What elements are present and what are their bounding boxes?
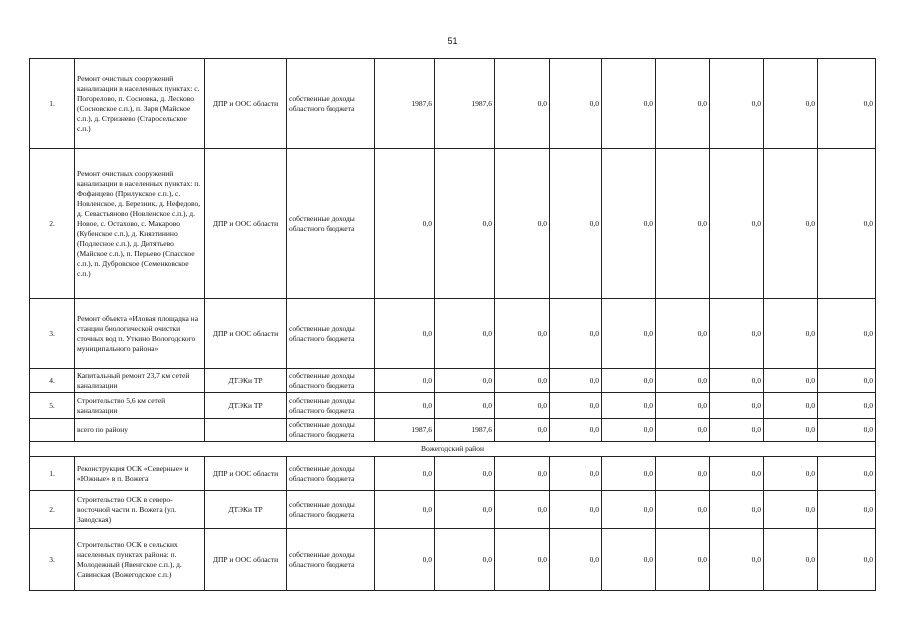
value-cell: 0,0	[495, 369, 550, 393]
row-number: 4.	[30, 369, 75, 393]
executor: ДПР и ООС области	[205, 59, 287, 149]
value-cell: 0,0	[818, 299, 876, 369]
value-cell: 0,0	[495, 457, 550, 491]
empty-cell	[30, 419, 75, 442]
value-cell: 0,0	[550, 149, 602, 299]
measure-name: Строительство ОСК в северо-восточной части п. Вожега (ул. Заводская)	[75, 491, 205, 529]
total-value-cell: 0,0	[656, 419, 710, 442]
total-label: всего по району	[75, 419, 205, 442]
row-number: 5.	[30, 393, 75, 419]
funding-source: собственные доходы областного бюджета	[287, 491, 375, 529]
value-cell: 0,0	[550, 491, 602, 529]
total-value-cell: 0,0	[818, 419, 876, 442]
executor: ДПР и ООС области	[205, 529, 287, 591]
value-cell: 0,0	[495, 491, 550, 529]
value-cell: 0,0	[656, 59, 710, 149]
value-cell: 0,0	[435, 369, 495, 393]
funding-source: собственные доходы областного бюджета	[287, 393, 375, 419]
value-cell: 0,0	[495, 393, 550, 419]
funding-source: собственные доходы областного бюджета	[287, 529, 375, 591]
value-cell: 0,0	[550, 299, 602, 369]
value-cell: 0,0	[710, 529, 764, 591]
funding-source: собственные доходы областного бюджета	[287, 149, 375, 299]
value-cell: 0,0	[602, 299, 656, 369]
measure-name: Строительство ОСК в сельских населенных пунктах района: п. Молодежный (Явенгское с.п.), д. Савинская (Вожегодское с.п.)	[75, 529, 205, 591]
value-cell: 0,0	[764, 369, 818, 393]
value-cell: 0,0	[710, 59, 764, 149]
value-cell: 0,0	[710, 149, 764, 299]
value-cell: 0,0	[602, 529, 656, 591]
value-cell: 0,0	[435, 393, 495, 419]
value-cell: 0,0	[818, 491, 876, 529]
row-number: 2.	[30, 491, 75, 529]
funding-source: собственные доходы областного бюджета	[287, 369, 375, 393]
total-value-cell: 0,0	[550, 419, 602, 442]
value-cell: 0,0	[550, 393, 602, 419]
row-number: 3.	[30, 299, 75, 369]
value-cell: 0,0	[550, 369, 602, 393]
total-value-cell: 1987,6	[435, 419, 495, 442]
value-cell: 1987,6	[375, 59, 435, 149]
value-cell: 0,0	[818, 369, 876, 393]
value-cell: 0,0	[375, 457, 435, 491]
value-cell: 0,0	[375, 149, 435, 299]
value-cell: 0,0	[764, 491, 818, 529]
table-row	[30, 149, 876, 299]
row-number: 3.	[30, 529, 75, 591]
value-cell: 0,0	[764, 59, 818, 149]
program-table	[29, 58, 876, 591]
row-number: 2.	[30, 149, 75, 299]
value-cell: 0,0	[550, 457, 602, 491]
value-cell: 0,0	[435, 529, 495, 591]
executor: ДПР и ООС области	[205, 299, 287, 369]
value-cell: 0,0	[495, 149, 550, 299]
value-cell: 0,0	[656, 369, 710, 393]
measure-name: Строительство 5,6 км сетей канализации	[75, 393, 205, 419]
value-cell: 0,0	[656, 491, 710, 529]
value-cell: 0,0	[435, 491, 495, 529]
value-cell: 0,0	[602, 369, 656, 393]
empty-cell	[205, 419, 287, 442]
value-cell: 0,0	[435, 457, 495, 491]
value-cell: 0,0	[435, 149, 495, 299]
value-cell: 0,0	[764, 529, 818, 591]
value-cell: 0,0	[375, 491, 435, 529]
total-value-cell: 0,0	[495, 419, 550, 442]
value-cell: 0,0	[764, 393, 818, 419]
executor: ДТЭКи ТР	[205, 393, 287, 419]
value-cell: 0,0	[495, 59, 550, 149]
table-row	[30, 457, 876, 491]
value-cell: 0,0	[656, 457, 710, 491]
funding-source: собственные доходы областного бюджета	[287, 419, 375, 442]
total-row	[30, 419, 876, 442]
executor: ДТЭКи ТР	[205, 491, 287, 529]
table-row	[30, 491, 876, 529]
value-cell: 0,0	[710, 369, 764, 393]
measure-name: Капитальный ремонт 23,7 км сетей канализации	[75, 369, 205, 393]
executor: ДПР и ООС области	[205, 457, 287, 491]
value-cell: 0,0	[710, 299, 764, 369]
table-row	[30, 369, 876, 393]
value-cell: 0,0	[602, 457, 656, 491]
value-cell: 0,0	[818, 529, 876, 591]
value-cell: 0,0	[495, 529, 550, 591]
value-cell: 0,0	[818, 393, 876, 419]
value-cell: 0,0	[550, 59, 602, 149]
table-row	[30, 393, 876, 419]
total-value-cell: 0,0	[764, 419, 818, 442]
value-cell: 0,0	[550, 529, 602, 591]
row-number: 1.	[30, 59, 75, 149]
table-row	[30, 59, 876, 149]
total-value-cell: 0,0	[710, 419, 764, 442]
funding-source: собственные доходы областного бюджета	[287, 299, 375, 369]
value-cell: 0,0	[656, 149, 710, 299]
value-cell: 0,0	[764, 149, 818, 299]
value-cell: 0,0	[656, 299, 710, 369]
value-cell: 0,0	[495, 299, 550, 369]
value-cell: 0,0	[375, 393, 435, 419]
value-cell: 0,0	[656, 393, 710, 419]
value-cell: 0,0	[602, 491, 656, 529]
value-cell: 0,0	[435, 299, 495, 369]
funding-source: собственные доходы областного бюджета	[287, 457, 375, 491]
value-cell: 0,0	[818, 457, 876, 491]
value-cell: 0,0	[602, 59, 656, 149]
value-cell: 0,0	[656, 529, 710, 591]
value-cell: 0,0	[710, 491, 764, 529]
value-cell: 0,0	[375, 529, 435, 591]
value-cell: 0,0	[818, 149, 876, 299]
total-value-cell: 0,0	[602, 419, 656, 442]
measure-name: Ремонт объекта «Иловая площадка на станции биологической очистки сточных вод п. Уткино Вологодского муниципального района»	[75, 299, 205, 369]
funding-source: собственные доходы областного бюджета	[287, 59, 375, 149]
value-cell: 0,0	[764, 457, 818, 491]
value-cell: 0,0	[375, 369, 435, 393]
value-cell: 0,0	[710, 393, 764, 419]
measure-name: Реконструкция ОСК «Северные» и «Южные» в п. Вожега	[75, 457, 205, 491]
value-cell: 0,0	[710, 457, 764, 491]
executor: ДПР и ООС области	[205, 149, 287, 299]
row-number: 1.	[30, 457, 75, 491]
value-cell: 0,0	[602, 149, 656, 299]
table-row	[30, 529, 876, 591]
value-cell: 0,0	[764, 299, 818, 369]
district-header: Вожегодский район	[30, 442, 876, 457]
total-value-cell: 1987,6	[375, 419, 435, 442]
value-cell: 1987,6	[435, 59, 495, 149]
value-cell: 0,0	[818, 59, 876, 149]
executor: ДТЭКи ТР	[205, 369, 287, 393]
measure-name: Ремонт очистных сооружений канализации в населенных пунктах: п. Фофанцево (Прилукское с.п.), с. Новленское, д. Березник, д. Нефедово, д. Севастьяново (Новленское с.п.), д. Новое, с. Остахово, с. Макарово (Кубенское с.п.), д. Князтинино (Подлесное с.п.), д. Дитятьево (Майское с.п.), п. Перьево (Спасское с.п.), п. Дубровское (Семенковское с.п.)	[75, 149, 205, 299]
measure-name: Ремонт очистных сооружений канализации в населенных пунктах: с. Погорелово, п. Сосновка, д. Лесково (Сосновское с.п.), п. Заря (Майское с.п.), д. Стризнево (Старосельское с.п.)	[75, 59, 205, 149]
district-header-row	[30, 442, 876, 457]
page-number: 51	[447, 36, 458, 46]
table-row	[30, 299, 876, 369]
value-cell: 0,0	[602, 393, 656, 419]
value-cell: 0,0	[375, 299, 435, 369]
